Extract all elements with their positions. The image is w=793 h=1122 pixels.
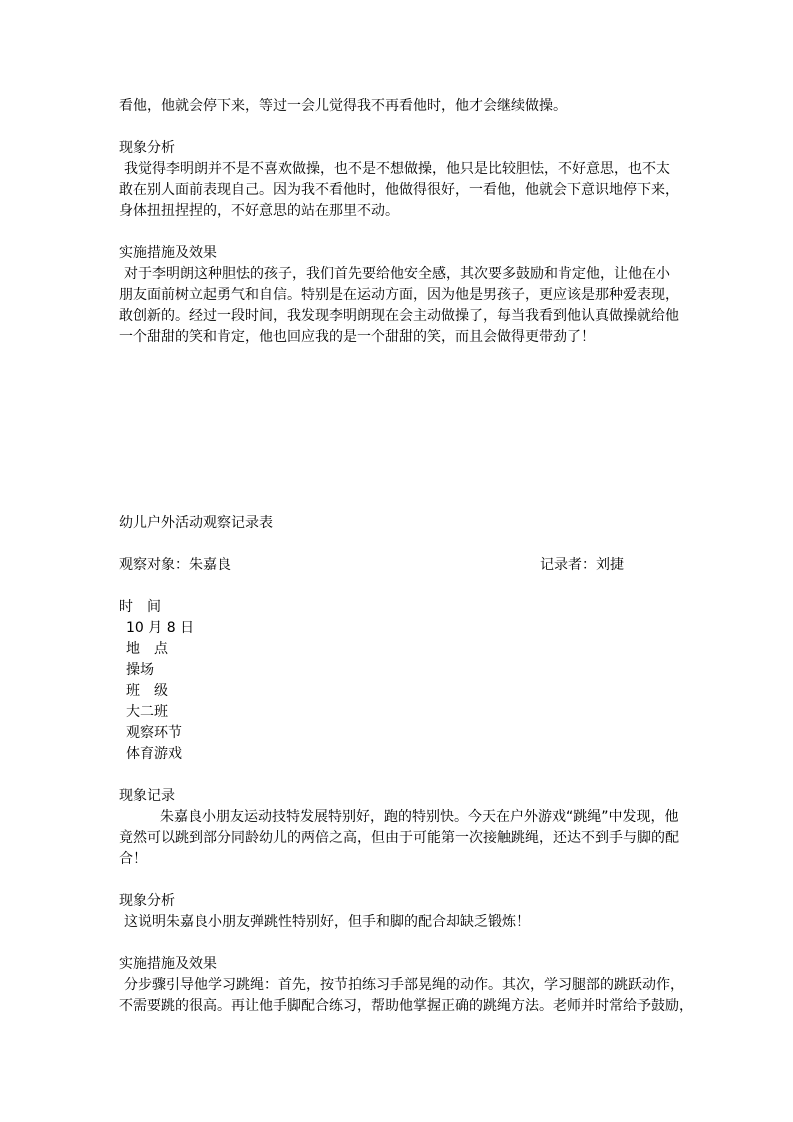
paragraph-line: 朋友面前树立起勇气和自信。特别是在运动方面，因为他是男孩子，更应该是那种爱表现， [119, 287, 679, 303]
time-value: 10 月 8 日 [126, 620, 195, 636]
paragraph-line: 竟然可以跳到部分同龄幼儿的两倍之高，但由于可能第一次接触跳绳，还达不到手与脚的配 [119, 830, 679, 846]
class-label: 班 级 [126, 683, 168, 699]
paragraph-line: 一个甜甜的笑和肯定，他也回应我的是一个甜甜的笑，而且会做得更带劲了！ [119, 329, 595, 345]
paragraph-line: 分步骤引导他学习跳绳：首先，按节拍练习手部晃绳的动作。其次，学习腿部的跳跃动作， [124, 977, 684, 993]
paragraph-line: 我觉得李明朗并不是不喜欢做操，也不是不想做操，他只是比较胆怯，不好意思，也不太 [124, 161, 670, 177]
section-heading-record: 现象记录 [119, 788, 175, 804]
section-heading-measures: 实施措施及效果 [119, 956, 217, 972]
paragraph-line: 对于李明朗这种胆怯的孩子，我们首先要给他安全感，其次要多鼓励和肯定他，让他在小 [124, 266, 670, 282]
class-value: 大二班 [126, 704, 168, 720]
paragraph-line: 敢创新的。经过一段时间，我发现李明朗现在会主动做操了，每当我看到他认真做操就给他 [119, 308, 679, 324]
place-value: 操场 [126, 662, 154, 678]
time-label: 时 间 [119, 599, 161, 615]
paragraph-line: 敢在别人面前表现自己。因为我不看他时，他做得很好，一看他，他就会下意识地停下来， [119, 182, 679, 198]
observation-subject: 观察对象：朱嘉良 [119, 557, 231, 573]
place-label: 地 点 [126, 641, 168, 657]
section-heading-measures: 实施措施及效果 [119, 245, 217, 261]
paragraph-line: 这说明朱嘉良小朋友弹跳性特别好，但手和脚的配合却缺乏锻炼！ [124, 914, 530, 930]
table-title: 幼儿户外活动观察记录表 [119, 515, 273, 531]
recorder: 记录者：刘捷 [540, 557, 624, 573]
paragraph-line: 看他，他就会停下来，等过一会儿觉得我不再看他时，他才会继续做操。 [119, 98, 567, 114]
segment-label: 观察环节 [126, 725, 182, 741]
paragraph-line: 朱嘉良小朋友运动技特发展特别好，跑的特别快。今天在户外游戏“跳绳”中发现，他 [160, 809, 679, 825]
section-heading-analysis: 现象分析 [119, 893, 175, 909]
paragraph-line: 身体扭扭捏捏的，不好意思的站在那里不动。 [119, 203, 399, 219]
section-heading-analysis: 现象分析 [119, 140, 175, 156]
segment-value: 体育游戏 [126, 746, 182, 762]
paragraph-line: 不需要跳的很高。再让他手脚配合练习，帮助他掌握正确的跳绳方法。老师并时常给予鼓励， [119, 998, 693, 1014]
paragraph-line: 合！ [119, 851, 147, 867]
